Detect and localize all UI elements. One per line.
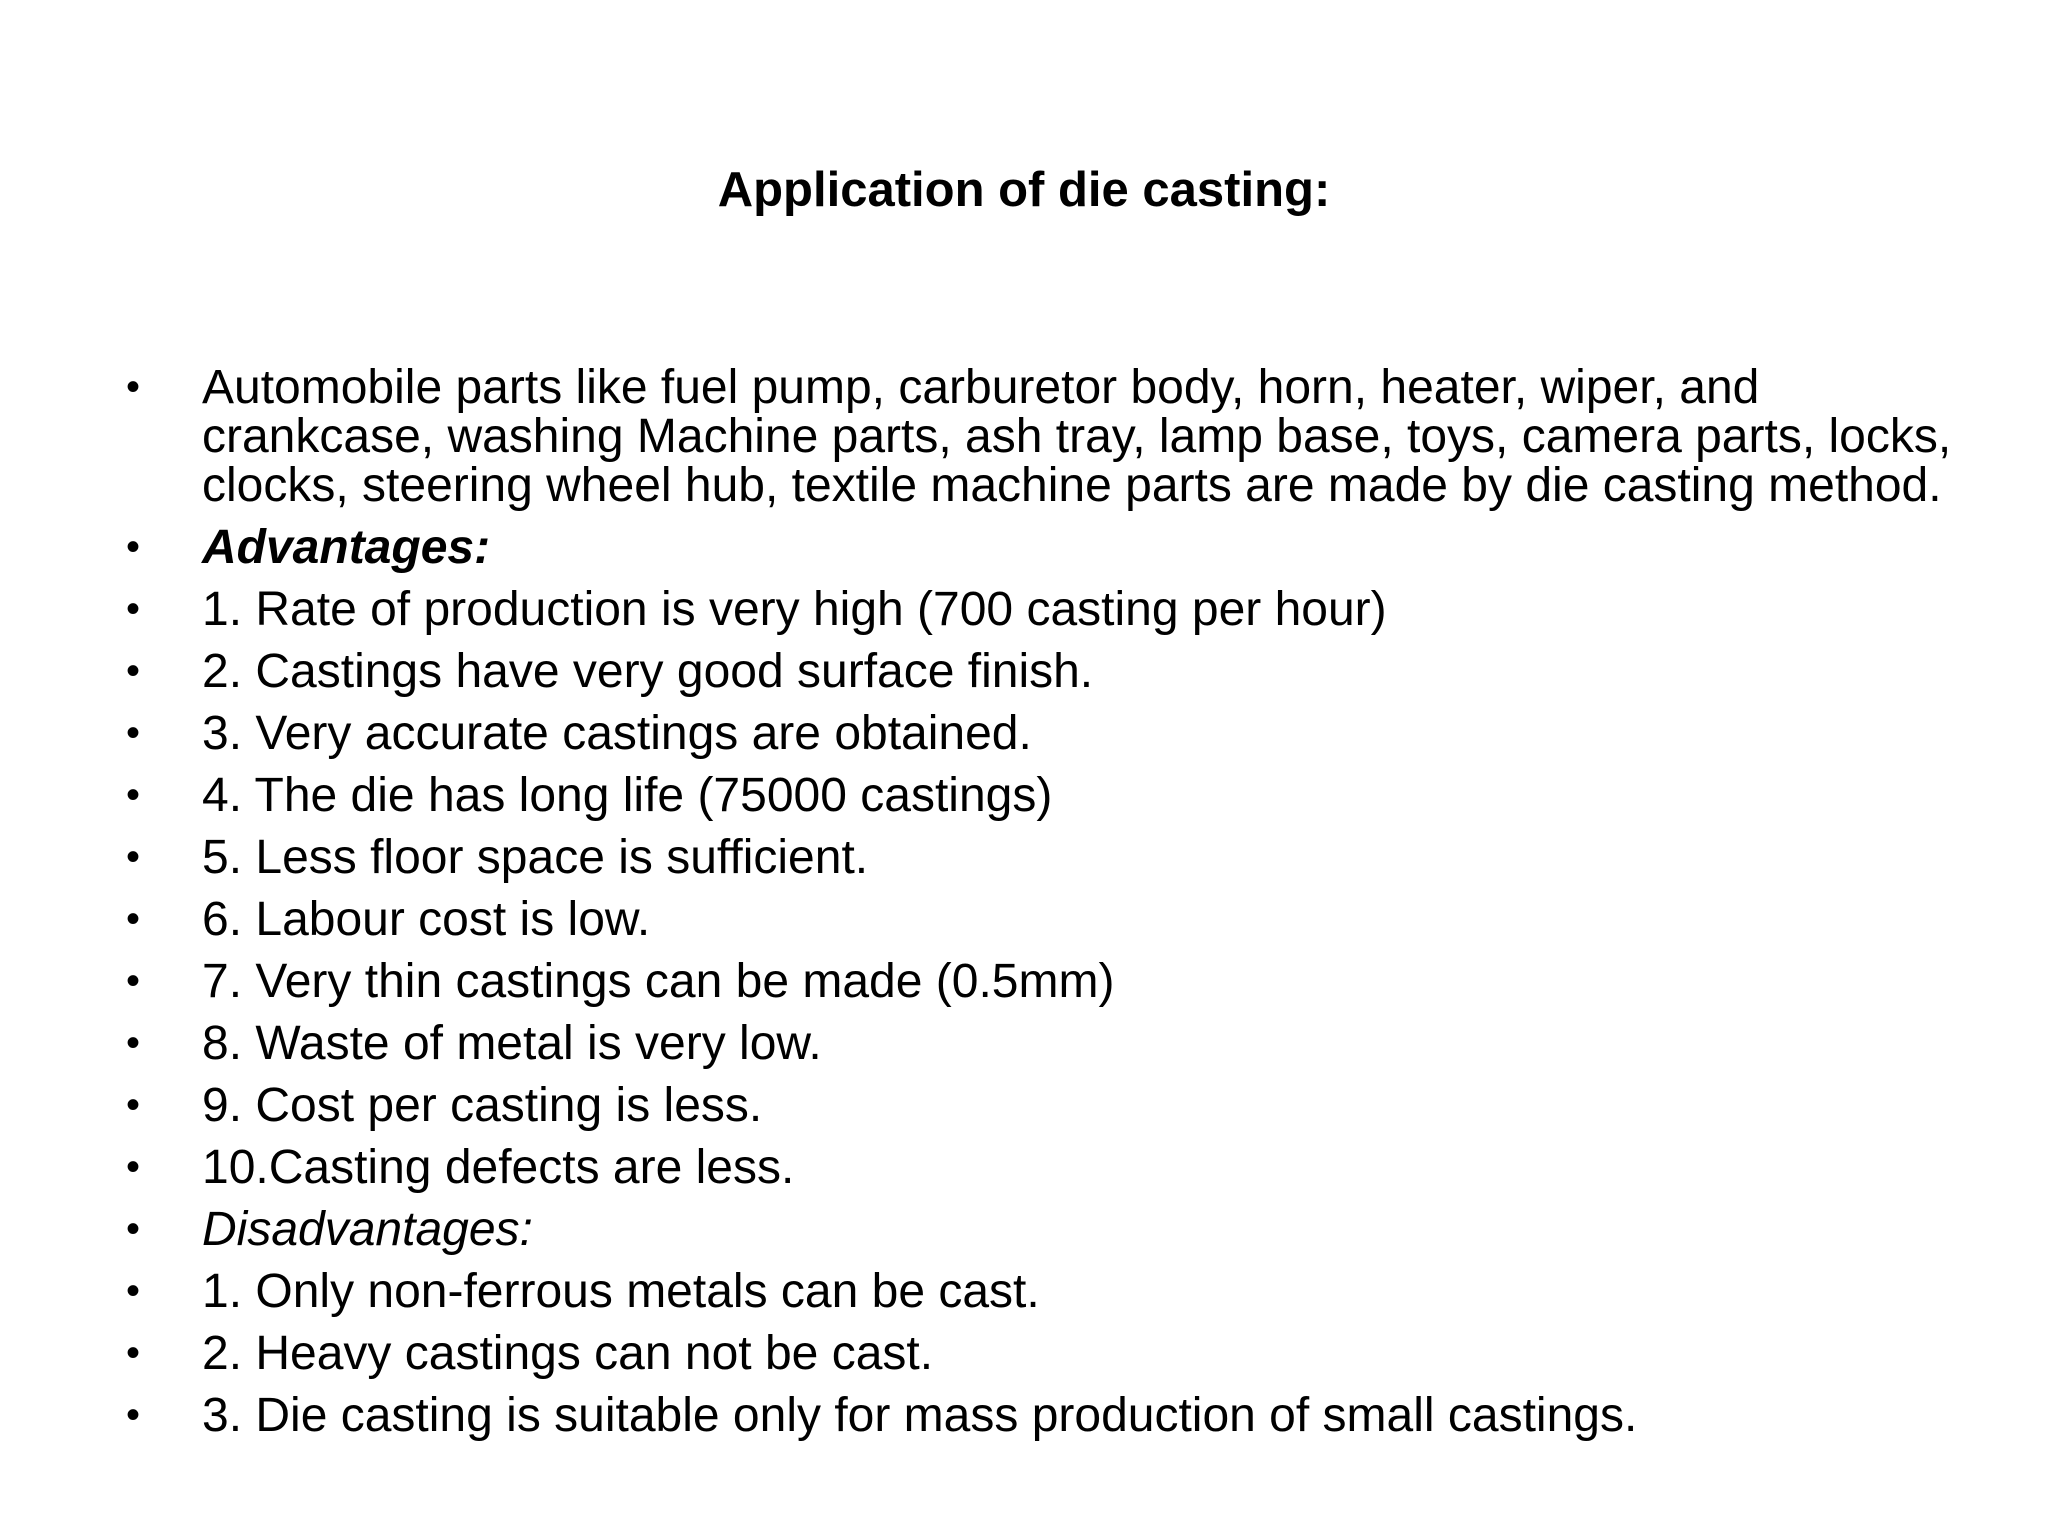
list-item bbox=[126, 709, 1986, 758]
bullet-icon: • bbox=[126, 587, 141, 631]
bullet-icon: • bbox=[126, 365, 141, 409]
slide-title: Application of die casting: bbox=[717, 163, 1331, 217]
list-item bbox=[126, 1329, 1986, 1378]
bullet-icon: • bbox=[126, 773, 141, 817]
list-item-text: 10.Casting defects are less. bbox=[202, 1141, 795, 1194]
list-item-text: 1. Only non-ferrous metals can be cast. bbox=[202, 1265, 1040, 1318]
advantages-heading: Advantages: bbox=[202, 521, 491, 574]
list-item-text: 8. Waste of metal is very low. bbox=[202, 1017, 822, 1070]
list-item bbox=[126, 1267, 1986, 1316]
list-item bbox=[126, 1205, 1986, 1254]
bullet-icon: • bbox=[126, 897, 141, 941]
list-item bbox=[126, 1391, 1986, 1440]
list-item-text: 4. The die has long life (75000 castings) bbox=[202, 769, 1053, 822]
list-item-text: 3. Die casting is suitable only for mass production of small castings. bbox=[202, 1389, 1638, 1442]
bullet-icon: • bbox=[126, 711, 141, 755]
list-item bbox=[126, 585, 1986, 634]
list-item bbox=[126, 1019, 1986, 1068]
bullet-icon: • bbox=[126, 1021, 141, 1065]
bullet-icon: • bbox=[126, 1083, 141, 1127]
list-item bbox=[126, 1081, 1986, 1130]
list-item bbox=[126, 1143, 1986, 1192]
bullet-icon: • bbox=[126, 1331, 141, 1375]
bullet-list bbox=[126, 363, 1986, 1453]
list-item-text: 9. Cost per casting is less. bbox=[202, 1079, 763, 1132]
list-item bbox=[126, 895, 1986, 944]
bullet-icon: • bbox=[126, 835, 141, 879]
bullet-icon: • bbox=[126, 649, 141, 693]
list-item bbox=[126, 363, 1986, 510]
list-item bbox=[126, 771, 1986, 820]
list-item bbox=[126, 957, 1986, 1006]
list-item-text: 3. Very accurate castings are obtained. bbox=[202, 707, 1032, 760]
list-item bbox=[126, 833, 1986, 882]
list-item-text: 1. Rate of production is very high (700 casting per hour) bbox=[202, 583, 1387, 636]
bullet-icon: • bbox=[126, 1269, 141, 1313]
list-item-text: 2. Heavy castings can not be cast. bbox=[202, 1327, 934, 1380]
list-item-text: 6. Labour cost is low. bbox=[202, 893, 651, 946]
list-item-text: Automobile parts like fuel pump, carburetor body, horn, heater, wiper, and crankcase, washing Machine parts, ash tray, lamp base, toys, camera parts, locks, clocks, steering wheel hub, textile machine parts are made by die casting method. bbox=[202, 361, 1952, 512]
list-item-text: 7. Very thin castings can be made (0.5mm) bbox=[202, 955, 1115, 1008]
bullet-icon: • bbox=[126, 959, 141, 1003]
bullet-icon: • bbox=[126, 1207, 141, 1251]
bullet-icon: • bbox=[126, 1393, 141, 1437]
list-item-text: 2. Castings have very good surface finish. bbox=[202, 645, 1094, 698]
list-item bbox=[126, 523, 1986, 572]
list-item-text: 5. Less floor space is sufficient. bbox=[202, 831, 869, 884]
bullet-icon: • bbox=[126, 1145, 141, 1189]
list-item bbox=[126, 647, 1986, 696]
bullet-icon: • bbox=[126, 525, 141, 569]
disadvantages-heading: Disadvantages: bbox=[202, 1203, 533, 1256]
